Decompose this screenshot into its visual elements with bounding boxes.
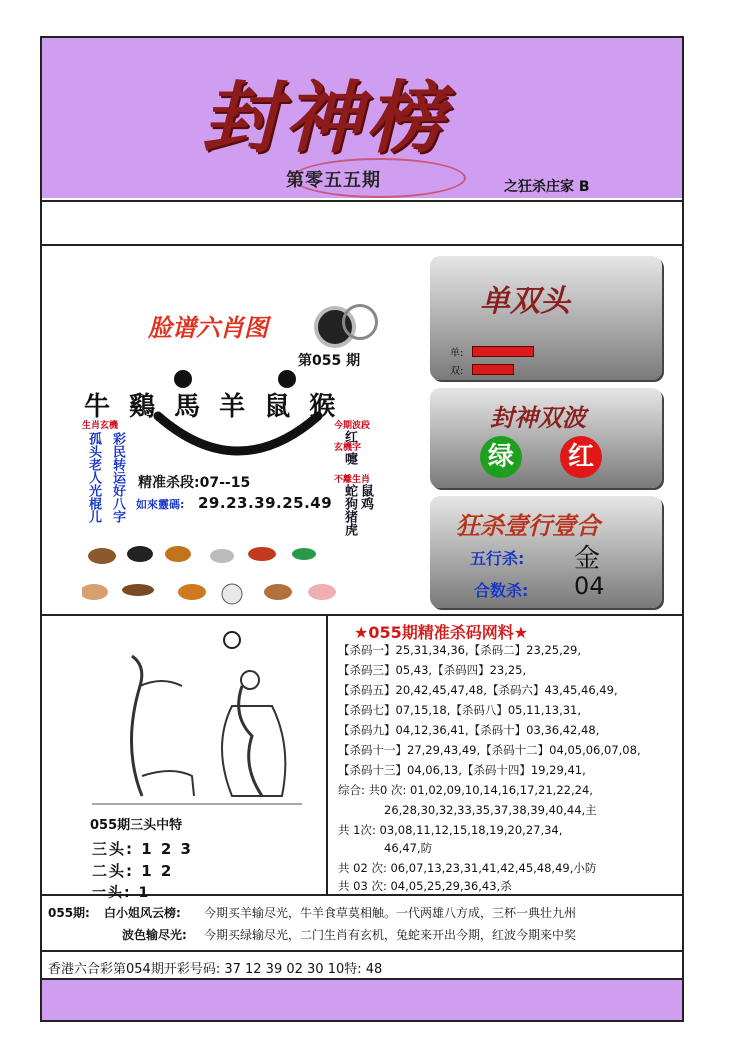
left-column-1: 孤头老人光棍儿 [86, 432, 101, 523]
blank-row [42, 200, 682, 246]
right-tag-word: 玄機字 [334, 443, 362, 453]
kill-line: 共 03 次: 04,05,25,29,36,43,杀 [338, 879, 512, 893]
kill-line: 【杀码九】04,12,36,41,【杀码十】03,36,42,48, [338, 723, 600, 737]
even-label: 双: [450, 366, 464, 377]
heshu-value: 04 [574, 572, 605, 600]
head-row-label: 一头: [92, 885, 132, 901]
right-zodiac-col1: 蛇狗猪虎 [342, 484, 357, 536]
middle-section [42, 246, 682, 616]
head-row-value: 1 [138, 885, 151, 901]
double-wave-title: 封神双波 [490, 404, 586, 432]
kill-line: 26,28,30,32,33,35,37,38,39,40,44,主 [384, 803, 597, 817]
poem2-label: 波色输尽光: [122, 928, 187, 942]
codes-value: 29.23.39.25.49 [198, 494, 333, 512]
kill-codes-title: ★055期精准杀码网料★ [354, 623, 529, 642]
poem1-text: 今期买羊输尽光，牛羊食草莫相触。一代两雄八方成，三杯一典壮九州 [204, 906, 577, 920]
kill-line: 【杀码十一】27,29,43,49,【杀码十二】04,05,06,07,08, [338, 743, 641, 757]
wave-ball-1: 绿 [480, 436, 522, 478]
smile-icon [148, 396, 328, 466]
issue-number: 第零五五期 [286, 170, 381, 191]
poem-issue: 055期: [48, 906, 90, 920]
head-row-3 [92, 838, 193, 859]
poem1-label: 白小姐风云榜: [104, 906, 181, 920]
odd-bar [472, 346, 534, 357]
kill-line: 46,47,防 [384, 841, 433, 855]
draw-result: 香港六合彩第054期开彩号码: 37 12 39 02 30 10特: 48 [48, 962, 383, 977]
odd-label: 单: [450, 348, 464, 359]
codes-label: 如來靈碼: [136, 498, 185, 511]
six-zodiacs: 牛 鷄 馬 羊 鼠 猴 [84, 392, 341, 422]
poster-frame [40, 36, 684, 1022]
byline: 之狂杀庄家 B [504, 179, 590, 195]
lower-section [42, 616, 682, 901]
draw-result-row [42, 952, 682, 980]
header-banner [42, 38, 682, 198]
page-title: 封神榜 [202, 73, 449, 164]
head-row-value: 1 2 3 [141, 840, 193, 858]
even-bar [472, 364, 514, 375]
poem-section [42, 896, 682, 952]
double-wave-panel [430, 388, 662, 488]
wuxing-label: 五行杀: [470, 549, 525, 568]
heads-title: 055期三头中特 [90, 818, 183, 833]
kill-line: 综合: 共0 次: 01,02,09,10,14,16,17,21,22,24, [338, 783, 593, 797]
right-tag-wave: 今期波段 [334, 421, 371, 431]
kill-codes-panel [328, 616, 682, 894]
zodiac-animals-illustration [82, 542, 382, 612]
head-row-label: 二头: [92, 862, 134, 880]
heshu-label: 合数杀: [474, 581, 529, 600]
kill-line: 共 02 次: 06,07,13,23,31,41,42,45,48,49,小防 [338, 861, 597, 875]
single-double-panel [430, 256, 662, 380]
element-panel [430, 496, 662, 608]
left-column-2: 彩民转运好八字 [110, 432, 125, 523]
right-wave-value: 红 [342, 430, 357, 443]
face-chart-title: 脸谱六肖图 [148, 314, 268, 342]
right-word-value: 嚏 [342, 452, 357, 465]
face-chart-panel [42, 246, 426, 614]
wuxing-value: 金 [574, 544, 601, 574]
wave-ball-2: 红 [560, 436, 602, 478]
prediction-panels [426, 246, 682, 614]
poem2-text: 今期买绿输尽光，二门生肖有玄机，兔蛇来开出今期，红波今期来中奖 [204, 928, 577, 942]
head-row-label: 三头: [92, 840, 134, 858]
kill-line: 【杀码七】07,15,18,【杀码八】05,11,13,31, [338, 703, 582, 717]
kill-line: 【杀码十三】04,06,13,【杀码十四】19,29,41, [338, 763, 586, 777]
kill-line: 共 1次: 03,08,11,12,15,18,19,20,27,34, [338, 823, 563, 837]
ink-sketch-illustration [82, 626, 312, 806]
kill-range: 精准杀段:07--15 [138, 475, 251, 491]
single-double-title: 单双头 [480, 284, 570, 319]
element-title: 狂杀壹行壹合 [456, 512, 600, 540]
kill-line: 【杀码一】25,31,34,36,【杀码二】23,25,29, [338, 643, 582, 657]
right-zodiac-col2: 鼠鸡 [358, 484, 373, 510]
face-chart-issue: 第055 期 [298, 353, 361, 369]
left-tag: 生肖玄機 [82, 421, 119, 431]
compass-ring-icon [342, 304, 378, 340]
head-row-2 [92, 860, 173, 881]
heads-panel [42, 616, 328, 901]
head-row-value: 1 2 [141, 862, 174, 880]
kill-line: 【杀码五】20,42,45,47,48,【杀码六】43,45,46,49, [338, 683, 618, 697]
kill-line: 【杀码三】05,43,【杀码四】23,25, [338, 663, 527, 677]
footer-band [42, 980, 682, 1020]
right-tag-zodiac: 不離生肖 [334, 475, 371, 485]
